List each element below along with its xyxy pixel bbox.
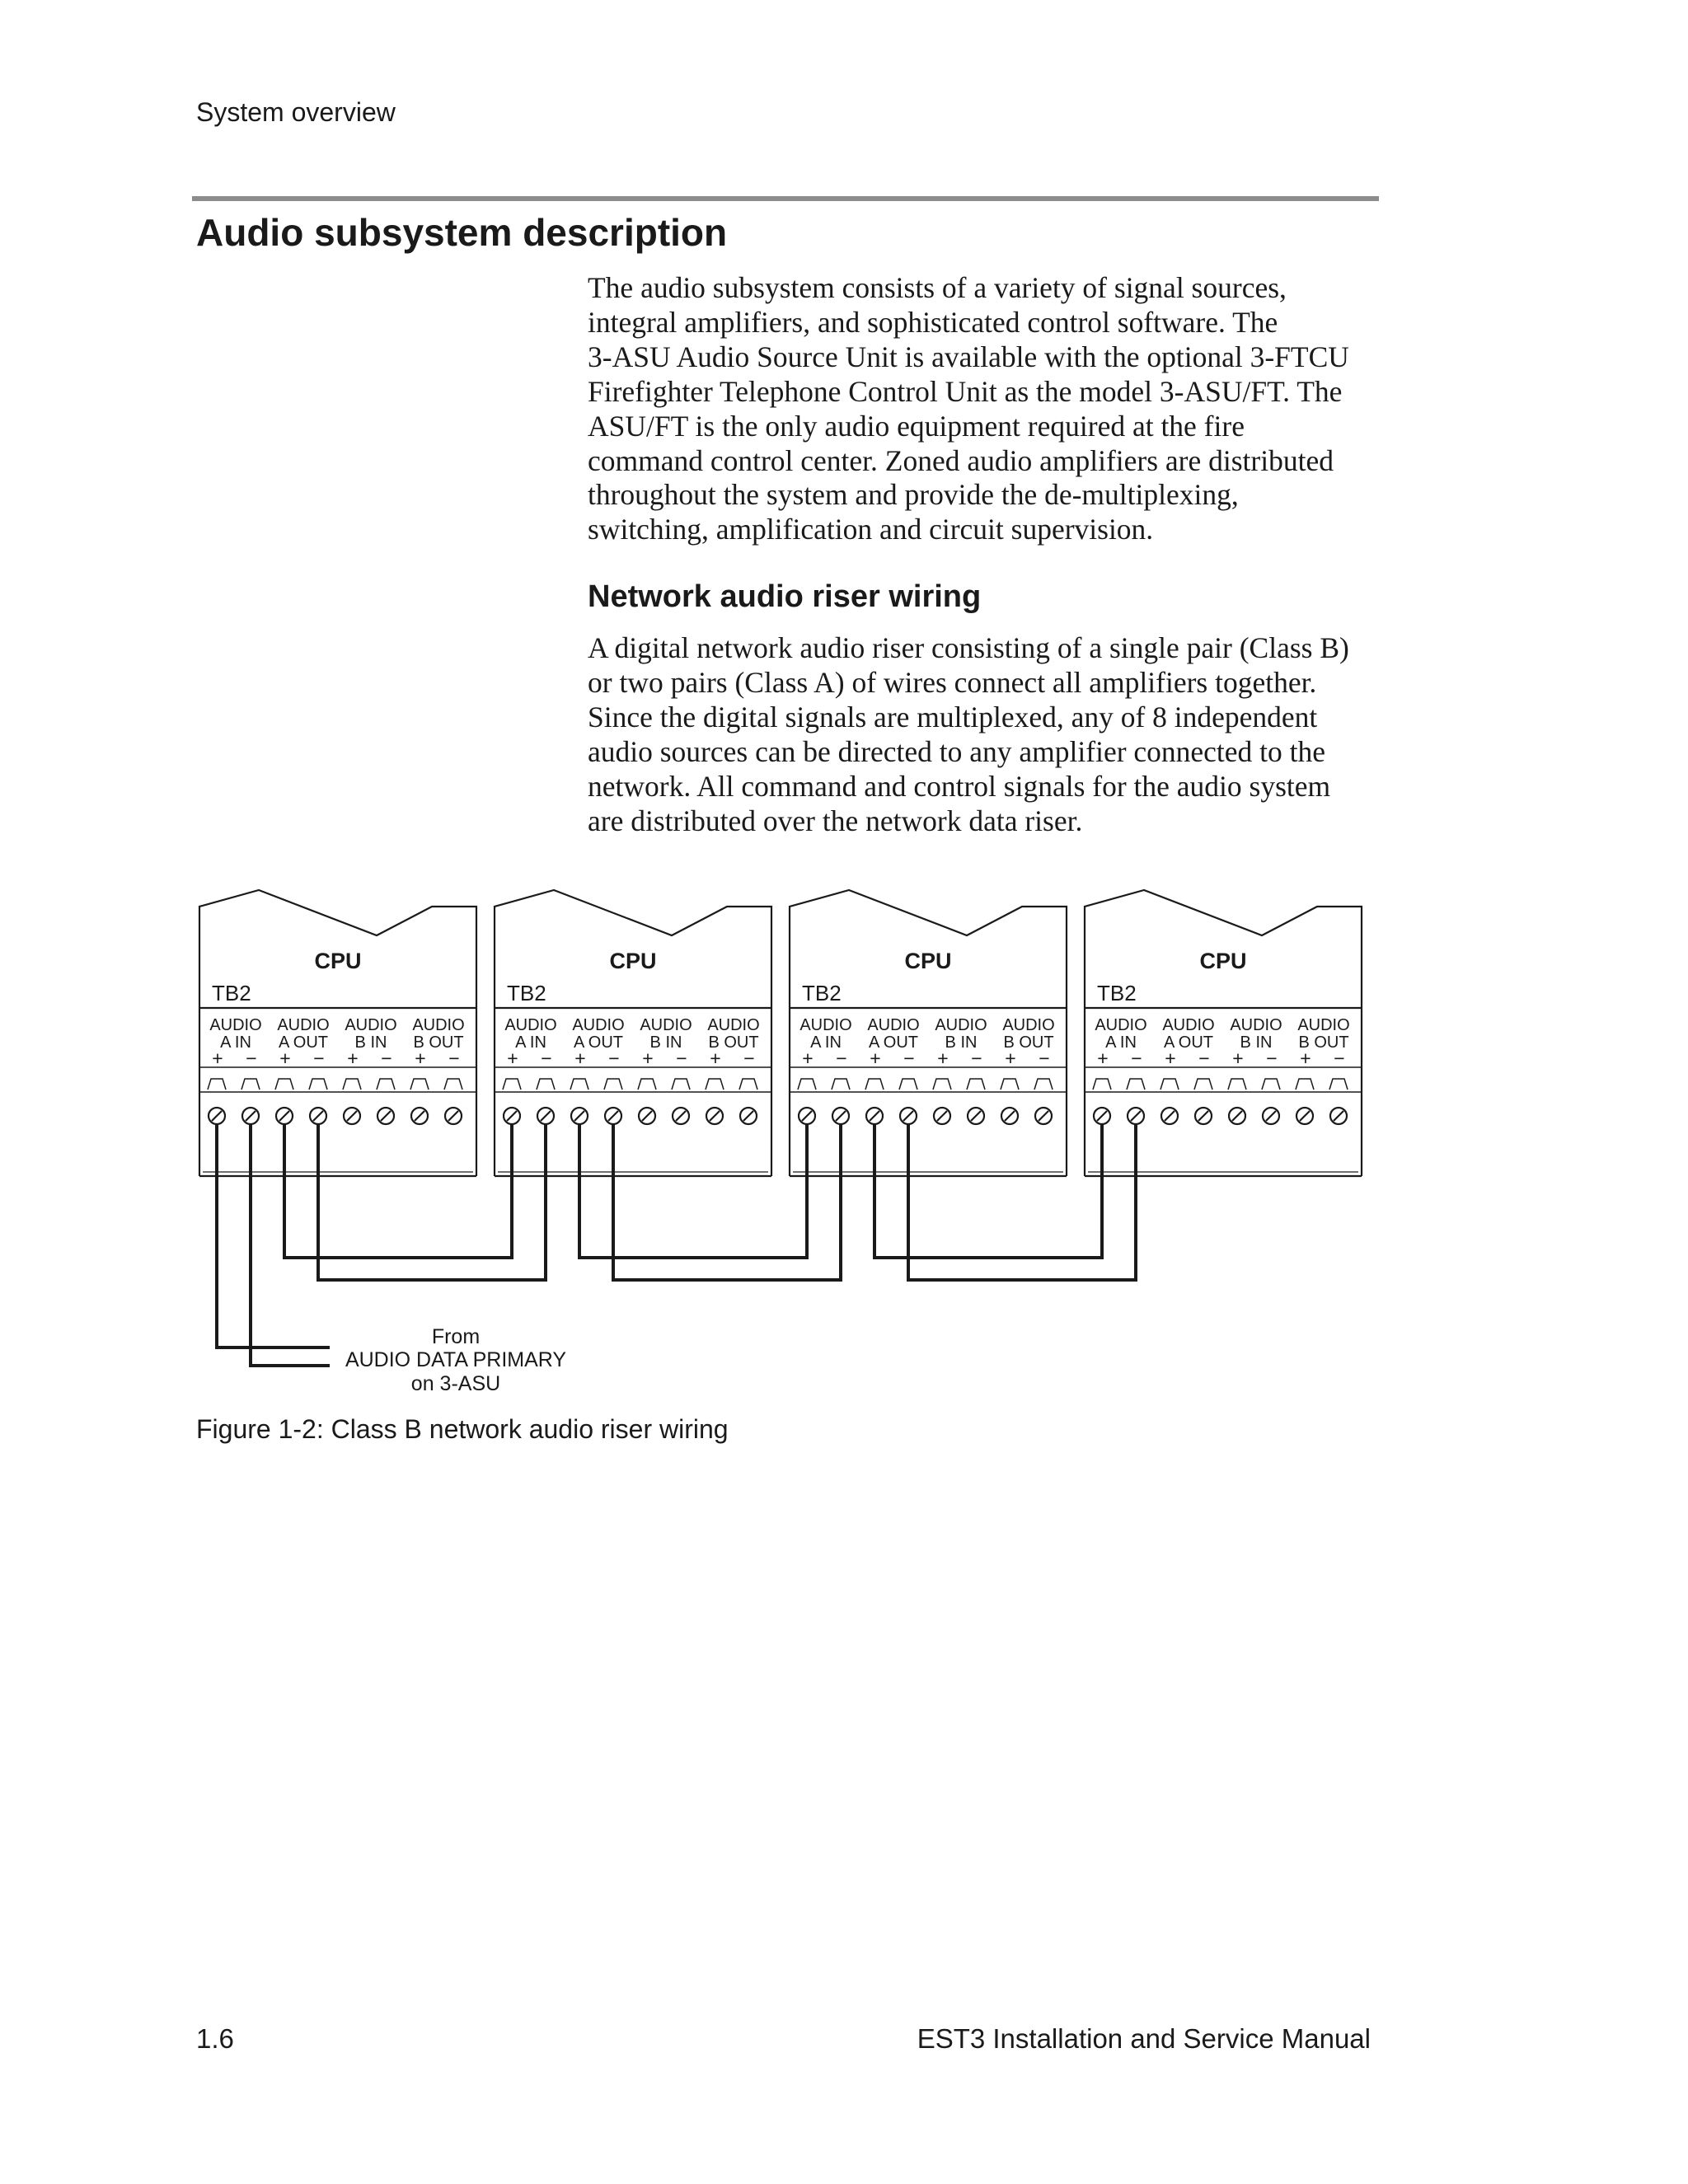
plus-sign: + [1005, 1047, 1016, 1069]
terminal-clamp [444, 1079, 462, 1090]
terminal-clamp [208, 1079, 226, 1090]
terminal-group-label: AUDIO [504, 1016, 557, 1034]
terminal-group-label: B OUT [413, 1033, 464, 1052]
minus-sign: − [541, 1047, 552, 1069]
source-label: on 3-ASU [410, 1372, 501, 1395]
paragraph-line: 3-ASU Audio Source Unit is available with the optional 3-FTCU [588, 340, 1349, 373]
riser-paragraph [588, 631, 1379, 838]
terminal-group-label: B OUT [1298, 1033, 1349, 1052]
terminal-group-label: AUDIO [867, 1016, 920, 1034]
terminal-block-label: TB2 [212, 981, 251, 1005]
wiring-diagram [190, 886, 1385, 1413]
plus-sign: + [802, 1047, 814, 1069]
plus-sign: + [574, 1047, 586, 1069]
paragraph-line: or two pairs (Class A) of wires connect all amplifiers together. [588, 665, 1317, 699]
terminal-clamp [377, 1079, 395, 1090]
plus-sign: + [212, 1047, 223, 1069]
page-number: 1.6 [196, 2023, 234, 2054]
minus-sign: − [1266, 1047, 1278, 1069]
minus-sign: − [1334, 1047, 1345, 1069]
running-header: System overview [196, 97, 396, 127]
plus-sign: + [1300, 1047, 1311, 1069]
terminal-clamp [672, 1079, 690, 1090]
terminal-clamp [1034, 1079, 1053, 1090]
terminal-group-label: AUDIO [345, 1016, 397, 1034]
minus-sign: − [448, 1047, 460, 1069]
paragraph-line: integral amplifiers, and sophisticated control software. The [588, 305, 1278, 339]
terminal-group-label: AUDIO [412, 1016, 465, 1034]
plus-sign: + [1165, 1047, 1176, 1069]
terminal-group-label: A OUT [573, 1033, 624, 1052]
minus-sign: − [381, 1047, 392, 1069]
minus-sign: − [903, 1047, 915, 1069]
plus-sign: + [642, 1047, 654, 1069]
terminal-clamp [1093, 1079, 1111, 1090]
plus-sign: + [1232, 1047, 1244, 1069]
terminal-group-label: AUDIO [572, 1016, 625, 1034]
terminal-clamp [1228, 1079, 1246, 1090]
terminal-group-label: AUDIO [935, 1016, 987, 1034]
plus-sign: + [279, 1047, 291, 1069]
plus-sign: + [710, 1047, 721, 1069]
terminal-clamp [899, 1079, 917, 1090]
terminal-clamp [241, 1079, 260, 1090]
terminal-clamp [706, 1079, 724, 1090]
terminal-clamp [1296, 1079, 1314, 1090]
minus-sign: − [743, 1047, 755, 1069]
subsection-heading: Network audio riser wiring [588, 579, 982, 614]
terminal-clamp [1001, 1079, 1019, 1090]
plus-sign: + [1097, 1047, 1109, 1069]
intro-paragraph [588, 271, 1379, 547]
terminal-clamp [1194, 1079, 1212, 1090]
terminal-block-label: TB2 [1097, 981, 1137, 1005]
module-title: CPU [314, 949, 362, 973]
source-label: From [431, 1325, 481, 1348]
terminal-group-label: AUDIO [799, 1016, 852, 1034]
terminal-group-label: AUDIO [1095, 1016, 1147, 1034]
terminal-group-label: A OUT [1163, 1033, 1214, 1052]
terminal-block-label: TB2 [507, 981, 546, 1005]
minus-sign: − [608, 1047, 620, 1069]
terminal-group-label: AUDIO [277, 1016, 330, 1034]
terminal-group-label: B OUT [1003, 1033, 1054, 1052]
source-label: AUDIO DATA PRIMARY [345, 1348, 567, 1371]
plus-sign: + [870, 1047, 881, 1069]
terminal-group-label: A IN [810, 1033, 842, 1052]
terminal-group-label: A IN [1105, 1033, 1137, 1052]
paragraph-line: ASU/FT is the only audio equipment required at the fire [588, 409, 1245, 443]
terminal-group-label: AUDIO [1297, 1016, 1350, 1034]
minus-sign: − [676, 1047, 687, 1069]
terminal-clamp [739, 1079, 757, 1090]
minus-sign: − [246, 1047, 257, 1069]
module-title: CPU [904, 949, 952, 973]
minus-sign: − [1198, 1047, 1210, 1069]
terminal-group-label: AUDIO [1162, 1016, 1215, 1034]
terminal-clamp [275, 1079, 293, 1090]
manual-title: EST3 Installation and Service Manual [917, 2023, 1371, 2054]
terminal-group-label: B IN [945, 1033, 978, 1052]
paragraph-line: audio sources can be directed to any amplifier connected to the [588, 734, 1326, 768]
section-divider [192, 196, 1379, 201]
terminal-clamp [604, 1079, 622, 1090]
minus-sign: − [1131, 1047, 1142, 1069]
terminal-clamp [967, 1079, 985, 1090]
terminal-clamp [309, 1079, 327, 1090]
terminal-clamp [1127, 1079, 1145, 1090]
terminal-clamp [1329, 1079, 1348, 1090]
minus-sign: − [836, 1047, 847, 1069]
terminal-clamp [638, 1079, 656, 1090]
terminal-clamp [503, 1079, 521, 1090]
plus-sign: + [347, 1047, 359, 1069]
terminal-clamp [933, 1079, 951, 1090]
terminal-clamp [798, 1079, 816, 1090]
terminal-clamp [1160, 1079, 1179, 1090]
module-title: CPU [1199, 949, 1247, 973]
terminal-group-label: A IN [515, 1033, 546, 1052]
terminal-group-label: AUDIO [1002, 1016, 1055, 1034]
terminal-group-label: B IN [649, 1033, 682, 1052]
paragraph-line: command control center. Zoned audio amplifiers are distributed [588, 443, 1334, 477]
terminal-group-label: AUDIO [640, 1016, 692, 1034]
terminal-block-label: TB2 [802, 981, 842, 1005]
figure-caption: Figure 1-2: Class B network audio riser wiring [196, 1414, 729, 1444]
paragraph-line: network. All command and control signals for the audio system [588, 769, 1331, 803]
module-title: CPU [609, 949, 657, 973]
plus-sign: + [937, 1047, 949, 1069]
paragraph-line: The audio subsystem consists of a variety of signal sources, [588, 271, 1287, 304]
terminal-clamp [1262, 1079, 1280, 1090]
paragraph-line: are distributed over the network data riser. [588, 804, 1083, 837]
section-title: Audio subsystem description [196, 211, 728, 254]
terminal-group-label: B IN [1240, 1033, 1273, 1052]
terminal-clamp [832, 1079, 850, 1090]
paragraph-line: Firefighter Telephone Control Unit as the model 3-ASU/FT. The [588, 374, 1343, 408]
riser-wire [217, 1124, 330, 1347]
terminal-group-label: AUDIO [707, 1016, 760, 1034]
terminal-group-label: AUDIO [209, 1016, 262, 1034]
terminal-clamp [537, 1079, 555, 1090]
minus-sign: − [1039, 1047, 1050, 1069]
plus-sign: + [507, 1047, 518, 1069]
paragraph-line: throughout the system and provide the de-multiplexing, [588, 478, 1239, 512]
terminal-group-label: A OUT [278, 1033, 329, 1052]
paragraph-line: A digital network audio riser consisting of a single pair (Class B) [588, 631, 1349, 664]
paragraph-line: Since the digital signals are multiplexed, any of 8 independent [588, 700, 1318, 733]
terminal-clamp [570, 1079, 588, 1090]
minus-sign: − [313, 1047, 325, 1069]
terminal-group-label: A IN [220, 1033, 251, 1052]
terminal-group-label: A OUT [868, 1033, 919, 1052]
terminal-group-label: B OUT [708, 1033, 759, 1052]
terminal-clamp [410, 1079, 429, 1090]
terminal-group-label: B IN [354, 1033, 387, 1052]
terminal-clamp [343, 1079, 361, 1090]
plus-sign: + [415, 1047, 426, 1069]
terminal-clamp [865, 1079, 884, 1090]
paragraph-line: switching, amplification and circuit supervision. [588, 513, 1154, 546]
minus-sign: − [971, 1047, 982, 1069]
terminal-group-label: AUDIO [1230, 1016, 1282, 1034]
